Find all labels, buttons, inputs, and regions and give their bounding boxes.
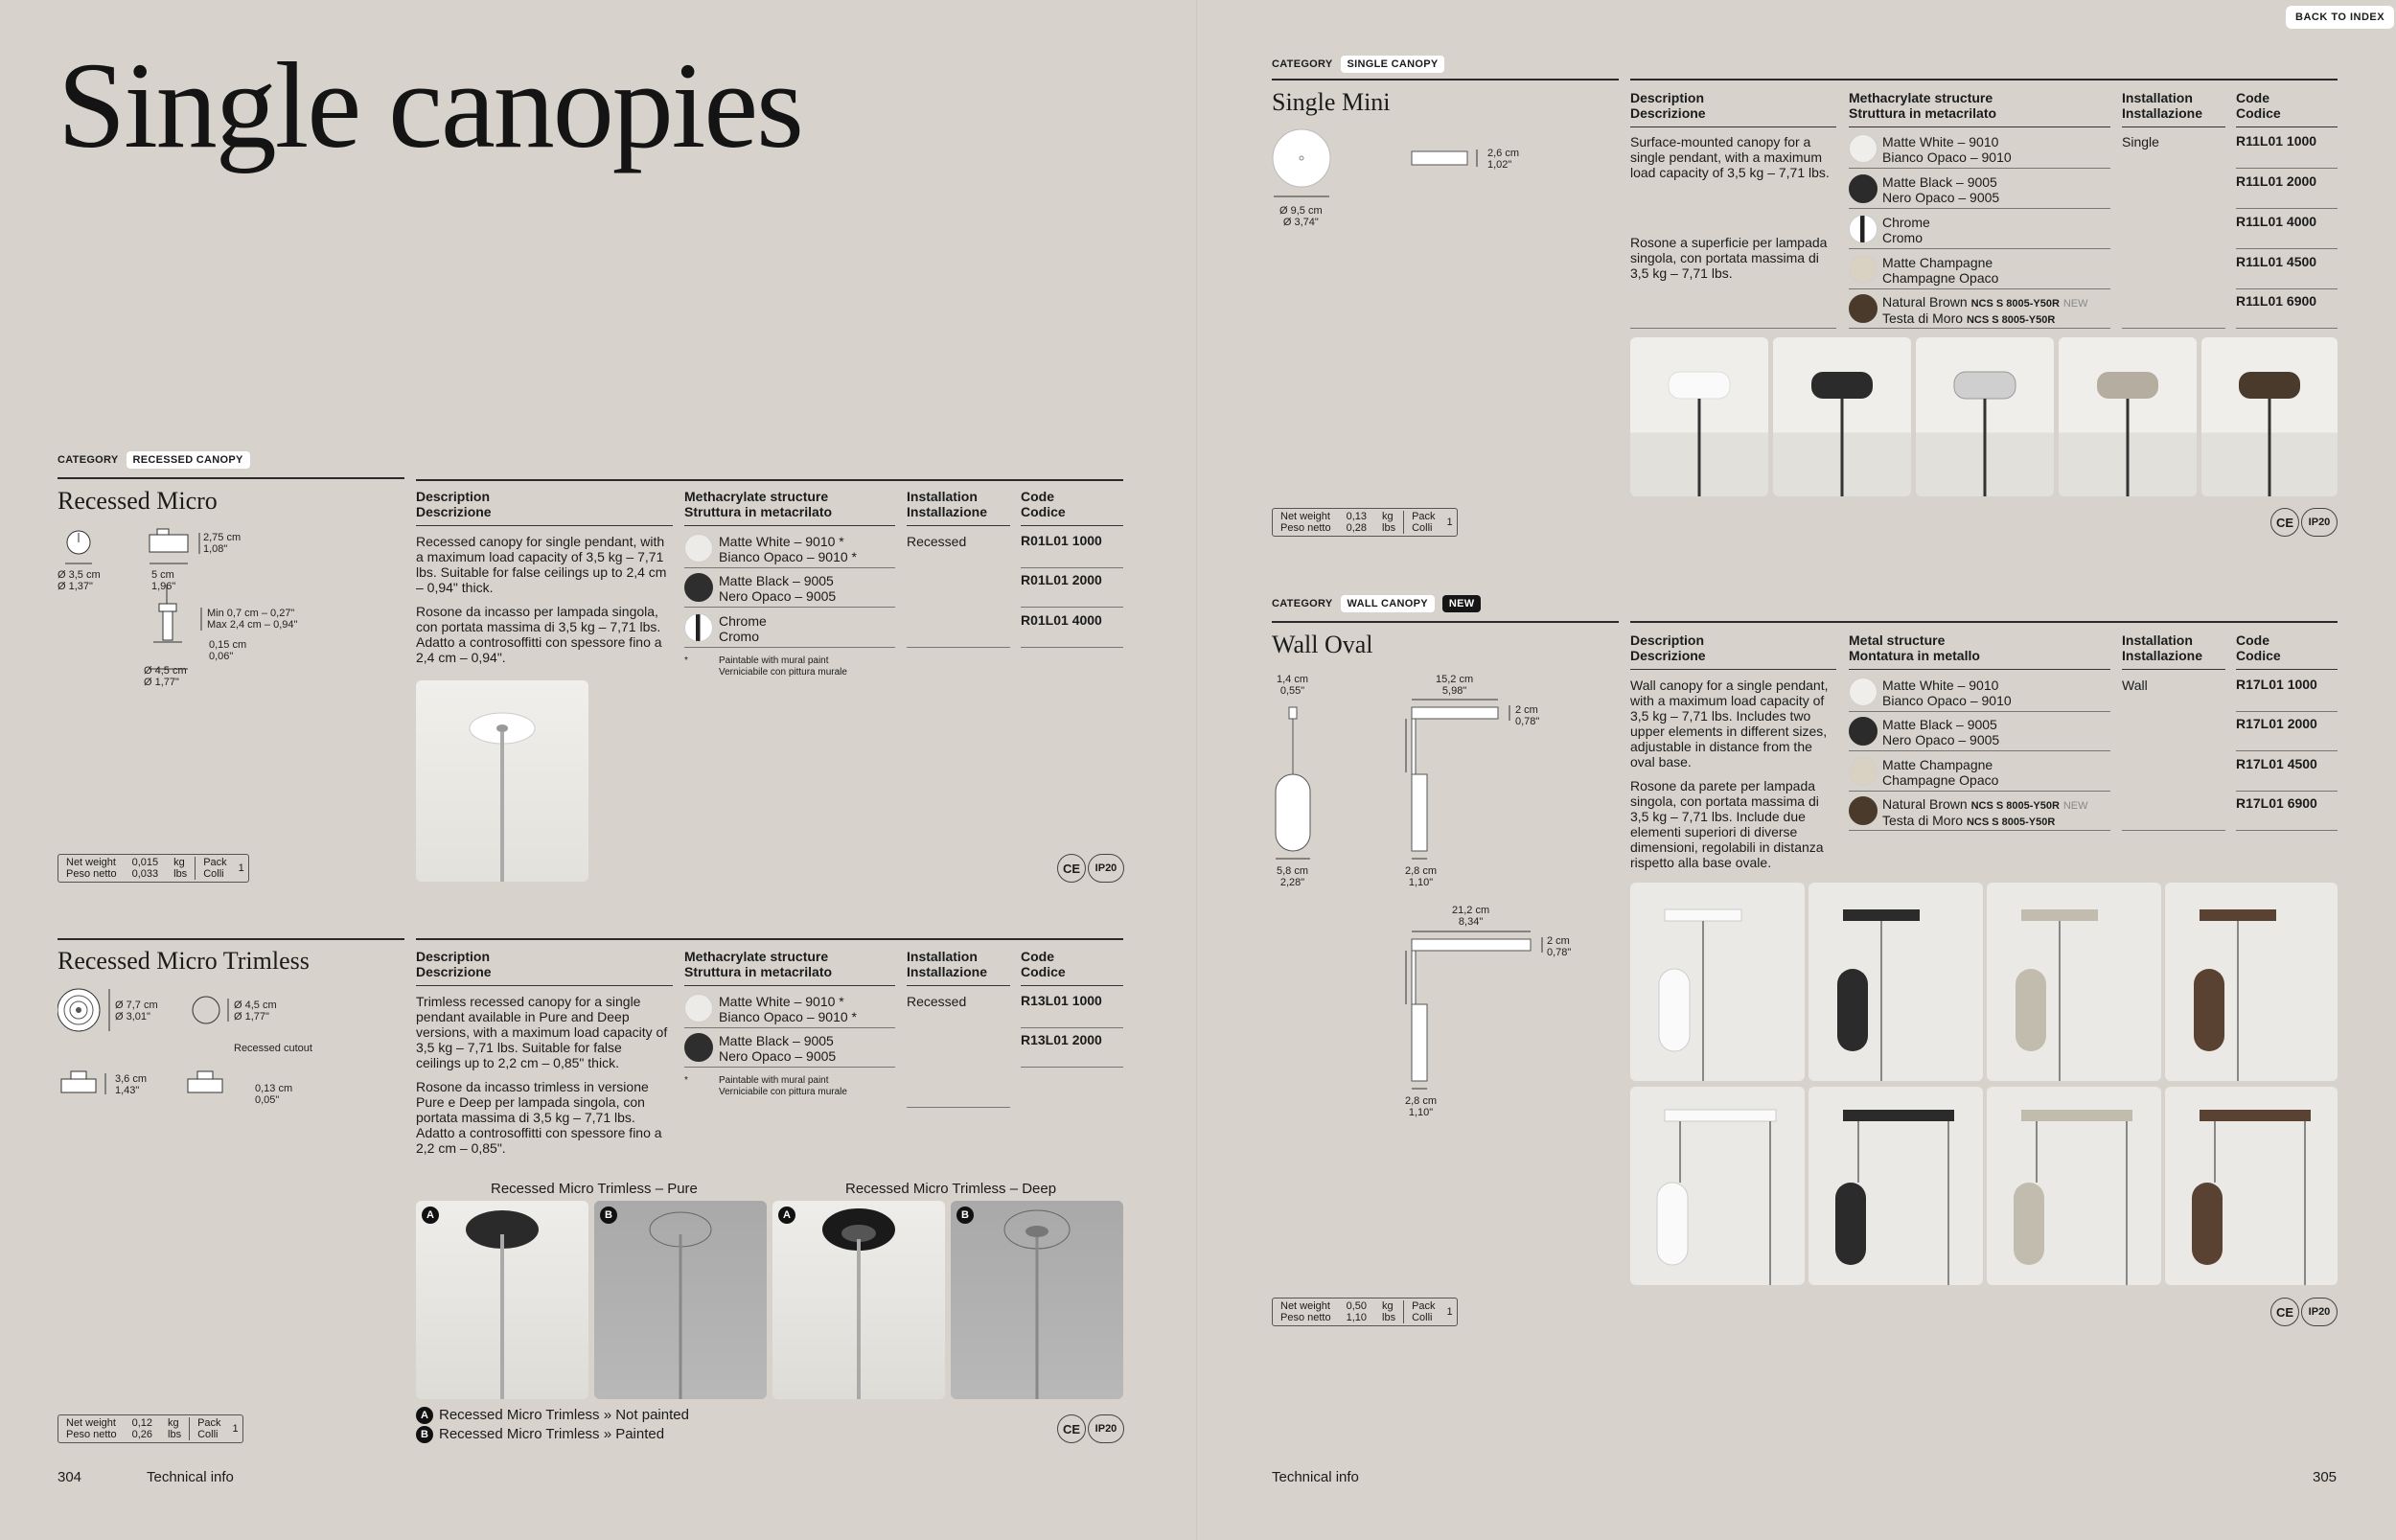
description-it: Rosone da incasso trimless in versione Pure e Deep per lampada singola, con portata massima di 3,5 kg – 7,71 lbs. Adatto a controsoffitti con spessore fino a 2,2 cm – 0,85". [416,1079,662,1156]
dim-label: 3,6 cm 1,43" [115,1073,148,1096]
header-description: Description Descrizione [1630,90,1706,121]
divider [416,525,673,526]
divider [1849,669,2110,670]
variant-b-icon: B [956,1207,974,1224]
header-code: Code Codice [1021,949,1066,979]
divider [416,985,673,986]
divider [1849,830,2110,831]
product-photo [1916,337,2054,496]
header-installation: Installation Installazione [907,489,988,519]
finish-swatch [684,994,713,1023]
divider [2236,288,2338,289]
header-structure: Methacrylate structure Struttura in metacrilato [684,489,833,519]
divider [1630,669,1836,670]
paint-note: Paintable with mural paint Verniciabile con pittura murale [719,655,847,678]
finish-name: Chrome Cromo [1882,215,1930,245]
divider [58,477,404,479]
finish-swatch [1849,717,1878,746]
back-to-index-button[interactable]: BACK TO INDEX [2286,6,2394,29]
variant-a-icon: A [422,1207,439,1224]
dim-label: 2,75 cm 1,08" [203,532,242,555]
dim-label: 0,15 cm 0,06" [209,639,247,662]
divider [2122,126,2225,127]
finish-name: Matte Black – 9005 Nero Opaco – 9005 [719,1033,837,1064]
product-code: R01L01 1000 [1021,533,1102,548]
divider [907,985,1010,986]
variant-b-icon: B [600,1207,617,1224]
product-name: Recessed Micro Trimless [58,947,310,975]
divider [1849,791,2110,792]
dim-label: Recessed cutout [234,1043,312,1054]
divider [1021,985,1123,986]
photo-caption: Recessed Micro Trimless – Deep [845,1181,1057,1197]
product-photo [2165,883,2338,1081]
category-pill: WALL CANOPY [1341,595,1435,612]
header-structure: Methacrylate structure Struttura in metacrilato [1849,90,1997,121]
header-structure: Metal structure Montatura in metallo [1849,632,1980,663]
legend-text: Recessed Micro Trimless » Not painted [439,1407,689,1423]
dim-label: Min 0,7 cm – 0,27" Max 2,4 cm – 0,94" [207,608,298,631]
divider [684,1027,895,1028]
description-en: Surface-mounted canopy for a single pendant, with a maximum load capacity of 3,5 kg – 7,71 lbs. [1630,134,1830,180]
divider [2236,669,2338,670]
product-code: R01L01 4000 [1021,612,1102,628]
divider [2122,830,2225,831]
finish-swatch [1849,757,1878,786]
description-it: Rosone da incasso per lampada singola, con portata massima di 3,5 kg – 7,71 lbs. Adatto a controsoffitti con spessore fino a 2,4 cm – 0,94". [416,604,662,665]
product-photo [951,1201,1123,1399]
finish-name: Matte Black – 9005 Nero Opaco – 9005 [1882,174,2000,205]
header-description: Description Descrizione [416,949,492,979]
dim-label: Ø 9,5 cm Ø 3,74" [1279,205,1323,228]
dim-label: 2 cm 0,78" [1547,935,1572,958]
header-code: Code Codice [1021,489,1066,519]
dim-label: 5,8 cm 2,28" [1277,865,1309,888]
divider [2236,248,2338,249]
product-code: R13L01 2000 [1021,1032,1102,1047]
divider [416,479,1123,481]
product-code: R17L01 6900 [2236,795,2317,811]
product-photo [416,680,588,882]
product-photo [1987,883,2161,1081]
header-installation: Installation Installazione [907,949,988,979]
divider [2122,669,2225,670]
divider [1849,208,2110,209]
ce-mark-icon: CE [1057,854,1086,883]
divider [2236,168,2338,169]
finish-swatch [684,573,713,602]
page-number: 305 [2313,1469,2338,1485]
dim-label: 15,2 cm 5,98" [1436,674,1474,697]
product-photo [2201,337,2338,496]
header-code: Code Codice [2236,90,2281,121]
footer-text: Technical info [1272,1469,1359,1485]
product-code: R17L01 4500 [2236,756,2317,771]
category-recessed-canopy [58,451,250,469]
divider [2236,126,2338,127]
spread-divider [1196,0,1199,1540]
header-description: Description Descrizione [416,489,492,519]
new-badge: NEW [1442,595,1482,612]
page-title: Single canopies [58,37,802,173]
category-single-canopy [1272,56,1444,73]
finish-name: Matte White – 9010 Bianco Opaco – 9010 [1882,134,2012,165]
divider [1021,647,1123,648]
product-photo [1809,1087,1983,1285]
ce-mark-icon: CE [2270,508,2299,537]
product-code: R11L01 1000 [2236,133,2317,149]
finish-name: Natural Brown NCS S 8005-Y50R NEW Testa di Moro NCS S 8005-Y50R [1882,294,2088,326]
divider [1849,288,2110,289]
installation-value: Single [2122,134,2159,149]
product-name: Single Mini [1272,88,1391,116]
variant-a-icon: A [416,1407,433,1424]
ip20-badge: IP20 [1088,1414,1124,1443]
divider [2122,328,2225,329]
divider [58,938,404,940]
description-it: Rosone a superficie per lampada singola, con portata massima di 3,5 kg – 7,71 lbs. [1630,235,1828,281]
category-wall-canopy [1272,595,1481,612]
weight-spec: Net weight Peso netto 0,12 0,26 kg lbs Pack Colli 1 [58,1414,243,1443]
paint-note: Paintable with mural paint Verniciabile con pittura murale [719,1075,847,1097]
finish-swatch [1849,678,1878,706]
page-number: 304 [58,1469,82,1485]
product-code: R11L01 2000 [2236,173,2317,189]
legend-text: Recessed Micro Trimless » Painted [439,1426,665,1442]
finish-swatch [1849,174,1878,203]
finish-swatch [1849,796,1878,825]
product-photo [1630,337,1768,496]
divider [684,607,895,608]
description-en: Wall canopy for a single pendant, with a maximum load capacity of 3,5 kg – 7,71 lbs. Includes two upper elements in different sizes, adjustable in distance from the oval base. [1630,678,1829,770]
header-installation: Installation Installazione [2122,90,2203,121]
description-it: Rosone da parete per lampada singola, con portata massima di 3,5 kg – 7,71 lbs. Include due elementi superiori di diverse dimensioni, regolabili in distanza rispetto alla base ovale. [1630,778,1824,870]
finish-name: Matte White – 9010 * Bianco Opaco – 9010 * [719,994,857,1024]
ce-mark-icon: CE [2270,1298,2299,1326]
footer-text: Technical info [147,1469,234,1485]
divider [1021,1027,1123,1028]
product-code: R11L01 4000 [2236,214,2317,229]
description-en: Recessed canopy for single pendant, with a maximum load capacity of 3,5 kg – 7,71 lbs. Suitable for false ceilings up to 2,4 cm – 0,94" thick. [416,534,667,595]
product-code: R13L01 1000 [1021,993,1102,1008]
dim-label: Ø 4,5 cm Ø 1,77" [234,1000,277,1023]
category-pill: SINGLE CANOPY [1341,56,1445,73]
finish-swatch [1849,134,1878,163]
divider [2236,830,2338,831]
dim-label: 21,2 cm 8,34" [1452,905,1490,928]
category-label: CATEGORY [1272,598,1333,609]
finish-name: Matte White – 9010 Bianco Opaco – 9010 [1882,678,2012,708]
divider [907,525,1010,526]
divider [1630,328,1836,329]
product-code: R17L01 1000 [2236,677,2317,692]
photo-caption: Recessed Micro Trimless – Pure [491,1181,698,1197]
finish-name: Matte Champagne Champagne Opaco [1882,255,1999,286]
divider [1849,126,2110,127]
dim-label: 2 cm 0,78" [1515,704,1540,727]
divider [684,1067,895,1068]
product-photo [1987,1087,2161,1285]
product-photo [1773,337,1911,496]
divider [1630,126,1836,127]
divider [684,567,895,568]
dim-label: Ø 3,5 cm Ø 1,37" [58,569,101,592]
weight-spec: Net weight Peso netto 0,50 1,10 kg lbs Pack Colli 1 [1272,1298,1458,1326]
dim-label: 2,8 cm 1,10" [1405,1095,1438,1118]
ce-mark-icon: CE [1057,1414,1086,1443]
finish-swatch [1849,255,1878,284]
product-name: Recessed Micro [58,487,218,515]
header-structure: Methacrylate structure Struttura in metacrilato [684,949,833,979]
divider [2236,791,2338,792]
dim-label: 2,6 cm 1,02" [1487,148,1520,171]
dim-label: 0,13 cm 0,05" [255,1083,293,1106]
installation-value: Recessed [907,534,967,549]
category-label: CATEGORY [1272,58,1333,70]
divider [1272,621,1619,623]
variant-b-icon: B [416,1426,433,1443]
header-description: Description Descrizione [1630,632,1706,663]
product-photo [2165,1087,2338,1285]
ip20-badge: IP20 [2301,1298,2338,1326]
product-photo [594,1201,767,1399]
divider [684,985,895,986]
finish-name: Matte Champagne Champagne Opaco [1882,757,1999,788]
category-label: CATEGORY [58,454,119,466]
product-photo [416,1201,588,1399]
finish-name: Chrome Cromo [719,613,767,644]
divider [1849,711,2110,712]
description-en: Trimless recessed canopy for a single pendant available in Pure and Deep versions, with a maximum load capacity of 3,5 kg – 7,71 lbs. Suitable for false ceilings up to 2,2 cm – 0,85" thick. [416,994,668,1070]
finish-name: Matte Black – 9005 Nero Opaco – 9005 [719,573,837,604]
divider [907,647,1010,648]
product-photo [772,1201,945,1399]
finish-name: Matte Black – 9005 Nero Opaco – 9005 [1882,717,2000,747]
product-code: R11L01 4500 [2236,254,2317,269]
product-photo [1630,883,1805,1081]
divider [1849,750,2110,751]
product-name: Wall Oval [1272,631,1373,658]
dim-label: 5 cm 1,96" [151,569,176,592]
finish-swatch [684,534,713,563]
divider [1021,525,1123,526]
finish-swatch [1849,294,1878,323]
divider [1272,79,1619,80]
dimension-drawing [1272,671,1617,1121]
divider [1849,248,2110,249]
header-code: Code Codice [2236,632,2281,663]
divider [2236,208,2338,209]
product-photo [1630,1087,1805,1285]
product-code: R17L01 2000 [2236,716,2317,731]
product-code: R11L01 6900 [2236,293,2317,309]
weight-spec: Net weight Peso netto 0,13 0,28 kg lbs Pack Colli 1 [1272,508,1458,537]
dim-label: Ø 7,7 cm Ø 3,01" [115,1000,158,1023]
installation-value: Recessed [907,994,967,1009]
ip20-badge: IP20 [1088,854,1124,883]
finish-name: Natural Brown NCS S 8005-Y50R NEW Testa di Moro NCS S 8005-Y50R [1882,796,2088,828]
product-photo [2059,337,2197,496]
divider [1849,328,2110,329]
divider [684,647,895,648]
variant-a-icon: A [778,1207,795,1224]
dim-label: 2,8 cm 1,10" [1405,865,1438,888]
divider [1630,621,2338,623]
dim-label: 1,4 cm 0,55" [1277,674,1309,697]
divider [1849,168,2110,169]
divider [1021,1067,1123,1068]
header-installation: Installation Installazione [2122,632,2203,663]
dim-label: Ø 4,5 cm Ø 1,77" [144,665,187,688]
divider [2236,328,2338,329]
ip20-badge: IP20 [2301,508,2338,537]
category-pill: RECESSED CANOPY [127,451,250,469]
product-photo [1809,883,1983,1081]
note-mark: * [684,1075,688,1086]
divider [684,525,895,526]
weight-spec: Net weight Peso netto 0,015 0,033 kg lbs Pack Colli 1 [58,854,249,883]
divider [2236,711,2338,712]
finish-swatch [1849,215,1878,243]
product-code: R01L01 2000 [1021,572,1102,587]
divider [1021,607,1123,608]
divider [1021,567,1123,568]
note-mark: * [684,655,688,666]
finish-name: Matte White – 9010 * Bianco Opaco – 9010 * [719,534,857,564]
divider [1630,79,2338,80]
divider [2236,750,2338,751]
finish-swatch [684,613,713,642]
divider [416,938,1123,940]
installation-value: Wall [2122,678,2148,693]
divider [907,1107,1010,1108]
finish-swatch [684,1033,713,1062]
